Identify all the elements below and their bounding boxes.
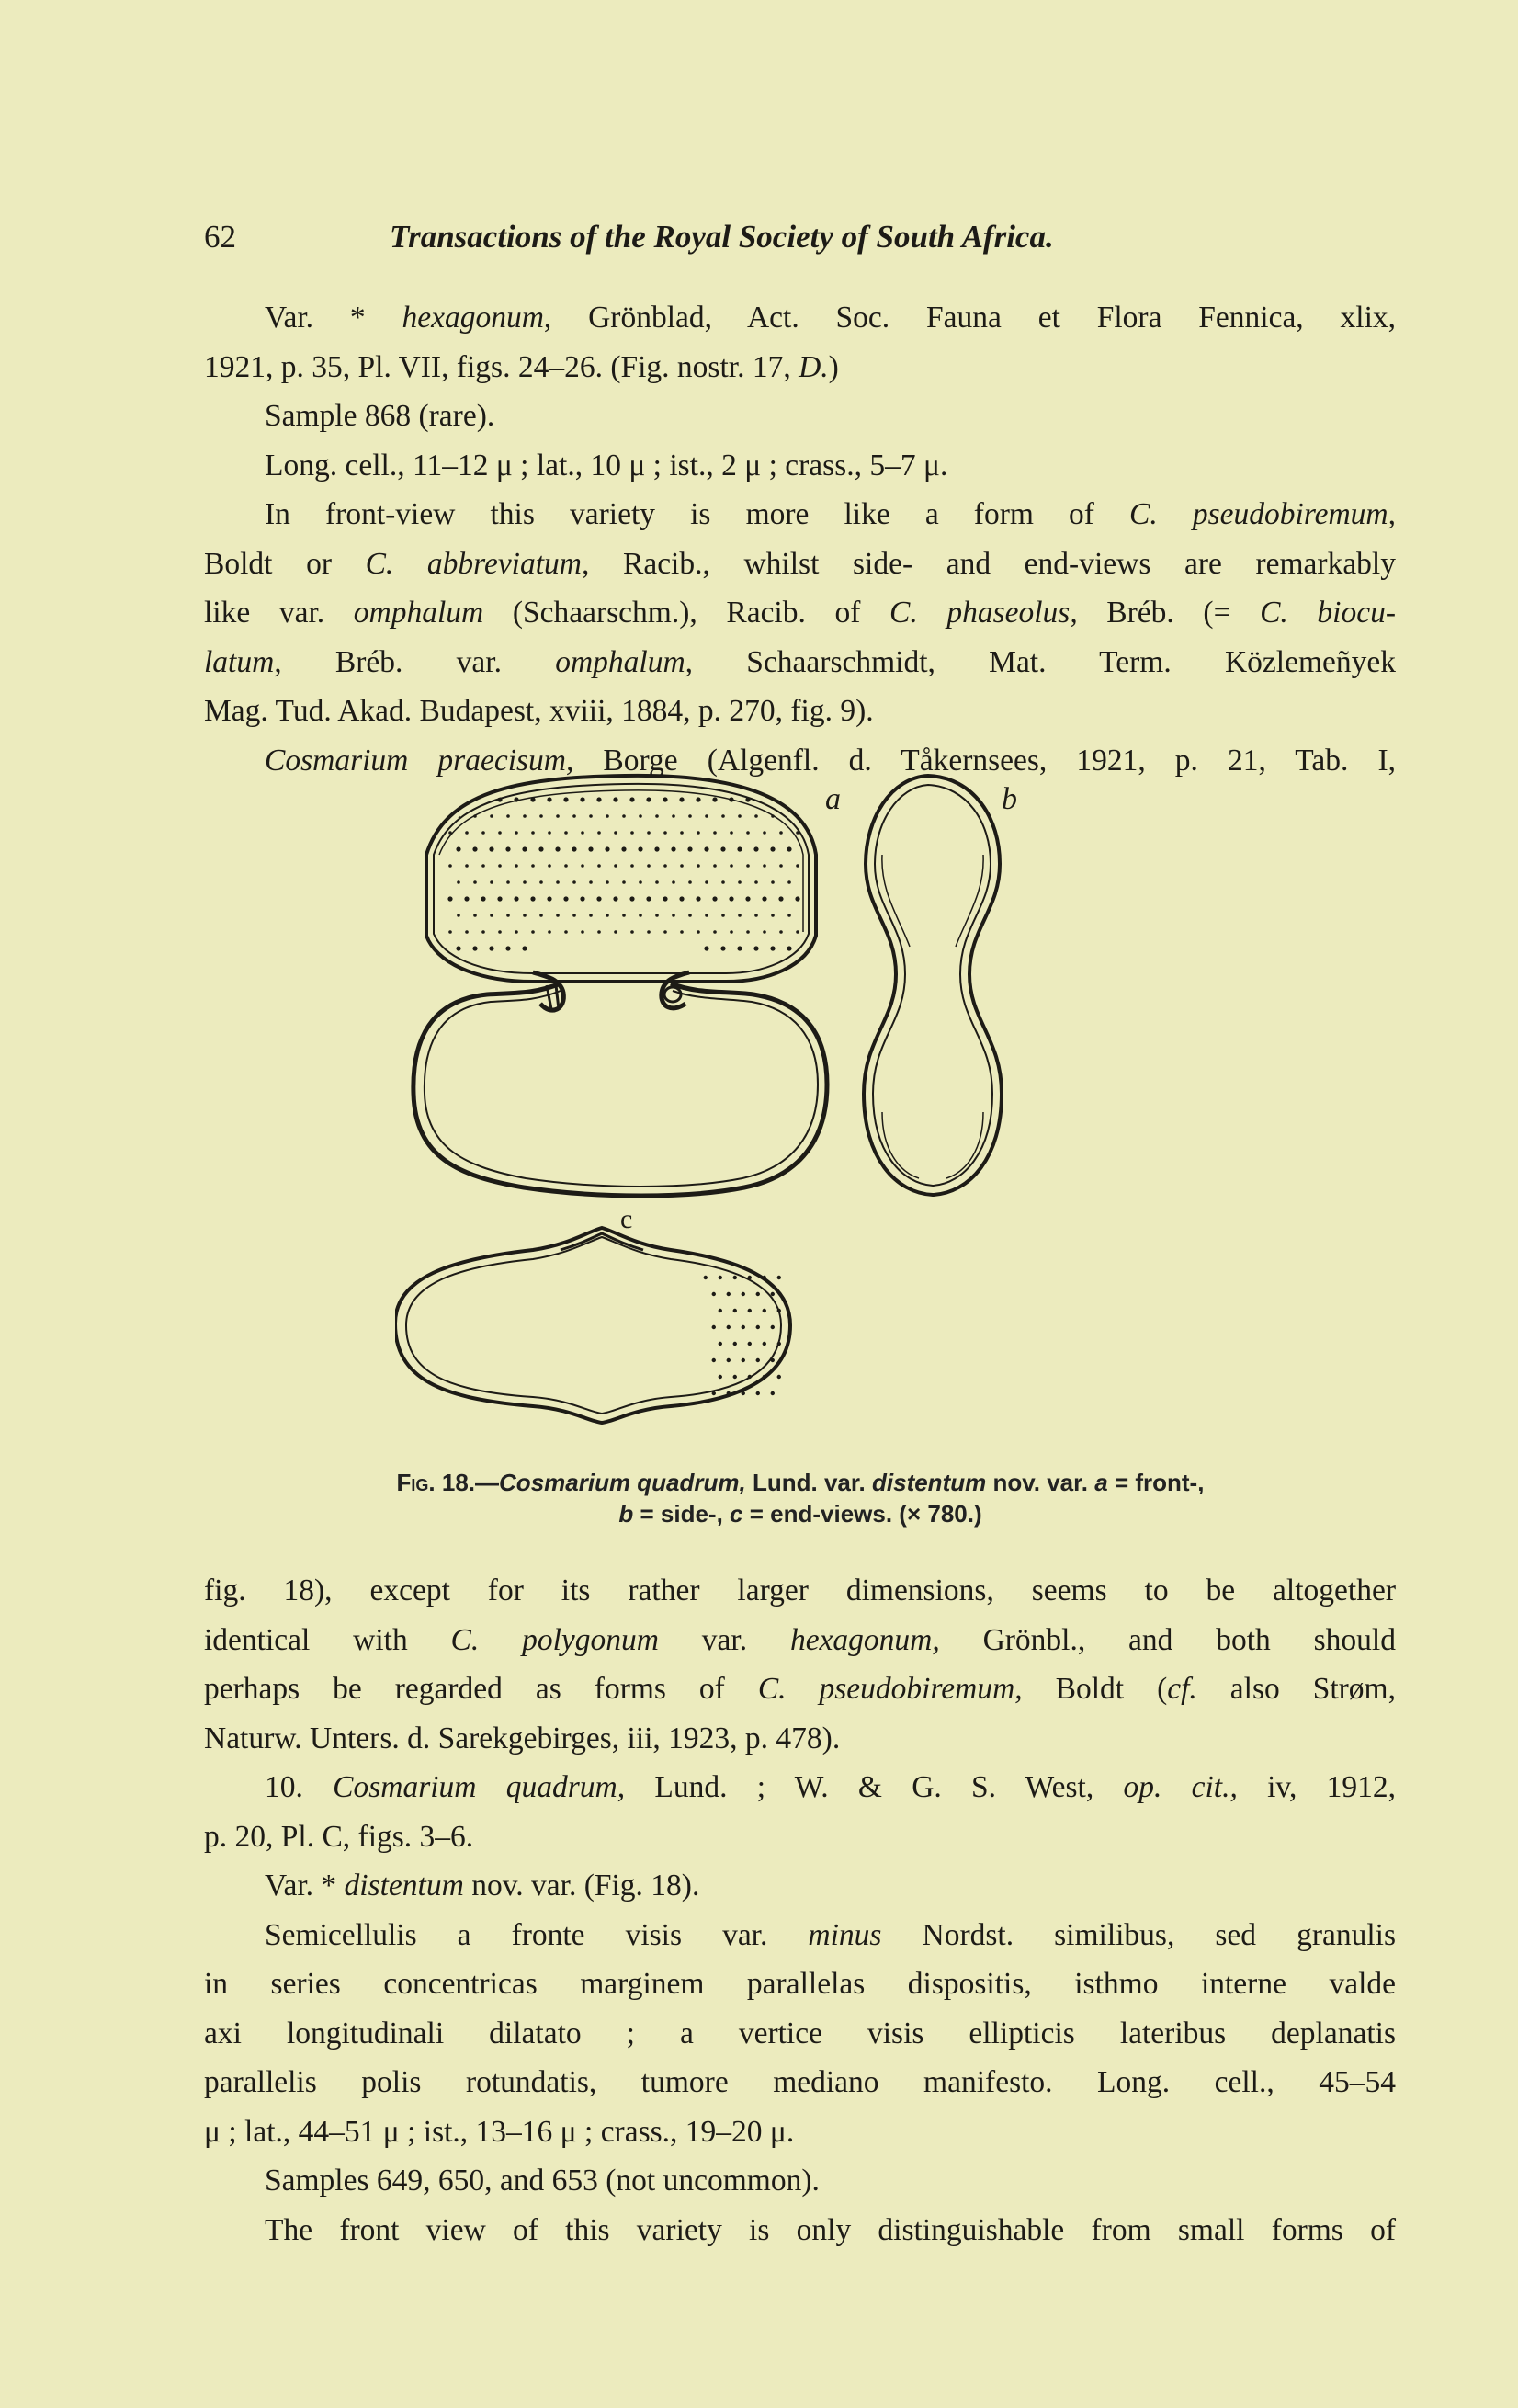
granule-dot xyxy=(581,930,584,934)
granule-dot xyxy=(647,864,651,868)
granule-dot xyxy=(663,797,667,801)
granule-dot xyxy=(721,880,725,884)
granule-dot xyxy=(473,914,477,917)
granule-dot xyxy=(497,896,502,901)
granule-dot xyxy=(597,831,601,835)
granule-dot xyxy=(655,914,659,917)
granule-dot xyxy=(506,914,510,917)
granule-dot xyxy=(712,896,717,901)
granule-dot xyxy=(733,1309,737,1312)
granule-dot xyxy=(630,831,634,835)
granule-dot xyxy=(448,930,452,934)
granule-dot xyxy=(777,1309,781,1312)
granule-dot xyxy=(564,831,568,835)
granule-dot xyxy=(498,864,502,868)
granule-dot xyxy=(647,831,651,835)
paragraph-line: like var. omphalum (Schaarschm.), Racib. of C. phaseolus, Bréb. (= C. biocu- xyxy=(204,596,1396,630)
granule-dot xyxy=(745,797,750,801)
granule-dot xyxy=(572,880,576,884)
paragraph-line: Boldt or C. abbreviatum, Racib., whilst side- and end-views are remarkably xyxy=(204,546,1396,581)
granule-dot xyxy=(489,846,493,851)
figure-label-b: b xyxy=(1002,782,1017,816)
granule-dot xyxy=(473,814,477,818)
granule-dot xyxy=(771,1391,775,1395)
granule-dot xyxy=(680,864,684,868)
granule-dot xyxy=(622,814,626,818)
granule-dot xyxy=(745,896,750,901)
paragraph-line: μ ; lat., 44–51 μ ; ist., 13–16 μ ; crass., 19–20 μ. xyxy=(204,2114,795,2149)
caption-line-1: Fig. 18.—Cosmarium quadrum, Lund. var. distentum nov. var. a = front-, xyxy=(396,1469,1205,1496)
granule-dot xyxy=(770,846,775,851)
granule-dot xyxy=(696,797,700,801)
granule-dot xyxy=(589,880,593,884)
paragraph-line: latum, Bréb. var. omphalum, Schaarschmidt, Mat. Term. Közlemeñyek xyxy=(204,644,1396,679)
granule-dot xyxy=(655,880,659,884)
granule-dot xyxy=(746,864,750,868)
paragraph-line: identical with C. polygonum var. hexagonum, Grönbl., and both should xyxy=(204,1622,1396,1657)
granule-dot xyxy=(719,1375,722,1379)
granule-dot xyxy=(622,880,626,884)
granule-dot xyxy=(630,930,634,934)
granule-dot xyxy=(596,797,601,801)
granule-dot xyxy=(688,880,692,884)
granule-dot xyxy=(621,846,626,851)
granule-dot xyxy=(720,846,725,851)
granule-dot xyxy=(738,914,742,917)
granule-dot xyxy=(548,831,551,835)
granule-dot xyxy=(730,930,733,934)
granule-dot xyxy=(539,814,543,818)
paragraph-line: fig. 18), except for its rather larger dimensions, seems to be altogether xyxy=(204,1573,1396,1607)
granule-dot xyxy=(771,914,775,917)
granule-dot xyxy=(530,797,535,801)
granule-dot xyxy=(771,1292,775,1296)
granule-dot xyxy=(464,896,469,901)
granule-dot xyxy=(606,914,609,917)
granule-dot xyxy=(704,846,708,851)
granule-dot xyxy=(779,930,783,934)
granule-dot xyxy=(704,946,708,950)
granule-dot xyxy=(555,846,560,851)
granule-dot xyxy=(498,930,502,934)
granule-dot xyxy=(753,946,758,950)
granule-dot xyxy=(663,896,667,901)
granule-dot xyxy=(456,846,460,851)
granule-dot xyxy=(473,880,477,884)
granule-dot xyxy=(639,880,642,884)
granule-dot xyxy=(712,1391,716,1395)
granule-dot xyxy=(697,831,700,835)
granule-dot xyxy=(737,846,742,851)
granule-dot xyxy=(713,864,717,868)
running-title: Transactions of the Royal Society of South Africa. xyxy=(390,219,1054,255)
granule-dot xyxy=(614,831,617,835)
granule-dot xyxy=(465,930,469,934)
granule-dot xyxy=(771,814,775,818)
granule-dot xyxy=(763,1375,766,1379)
paragraph-line: In front-view this variety is more like a form of C. pseudobiremum, xyxy=(265,497,1397,531)
granule-dot xyxy=(457,814,460,818)
granule-dot xyxy=(572,846,576,851)
granule-dot xyxy=(481,864,485,868)
paragraph-line: Mag. Tud. Akad. Budapest, xviii, 1884, p. 270, fig. 9). xyxy=(204,694,874,728)
granule-dot xyxy=(498,831,502,835)
granule-dot xyxy=(742,1325,745,1329)
granule-dot xyxy=(733,1375,737,1379)
granule-dot xyxy=(447,797,452,801)
granule-dot xyxy=(756,1358,760,1362)
granule-dot xyxy=(515,831,518,835)
paragraph-line: The front view of this variety is only distinguishable from small forms of xyxy=(265,2212,1396,2247)
granule-dot xyxy=(748,1309,752,1312)
granule-dot xyxy=(727,1292,731,1296)
granule-dot xyxy=(472,846,477,851)
granule-dot xyxy=(490,914,493,917)
granule-dot xyxy=(737,946,742,950)
granule-dot xyxy=(588,846,593,851)
bottom-text-block xyxy=(204,1566,1396,2255)
side-view xyxy=(864,776,1002,1195)
granule-dot xyxy=(572,814,576,818)
granule-dot xyxy=(614,930,617,934)
granule-dot xyxy=(456,946,460,950)
granule-dot xyxy=(742,1391,745,1395)
granule-dot xyxy=(705,880,708,884)
granule-dot xyxy=(754,814,758,818)
granule-dot xyxy=(563,896,568,901)
granule-dot xyxy=(505,846,510,851)
granule-dot xyxy=(646,797,651,801)
granule-dot xyxy=(771,880,775,884)
granule-dot xyxy=(622,914,626,917)
granule-dot xyxy=(787,880,791,884)
granule-dot xyxy=(481,896,485,901)
granule-dot xyxy=(671,846,675,851)
granule-dot xyxy=(705,914,708,917)
granule-dot xyxy=(556,914,560,917)
granule-dot xyxy=(654,846,659,851)
granule-dot xyxy=(756,1391,760,1395)
granule-dot xyxy=(531,864,535,868)
granule-dot xyxy=(522,946,527,950)
granule-dot xyxy=(515,930,518,934)
granule-dot xyxy=(787,846,791,851)
granule-dot xyxy=(763,864,766,868)
granule-dot xyxy=(705,814,708,818)
granule-dot xyxy=(719,1276,722,1279)
granule-dot xyxy=(771,1325,775,1329)
granule-dot xyxy=(748,1342,752,1346)
granule-dot xyxy=(729,797,733,801)
granule-dot xyxy=(712,1325,716,1329)
granule-dot xyxy=(763,1276,766,1279)
granule-dot xyxy=(754,880,758,884)
granule-dot xyxy=(572,914,576,917)
granule-dot xyxy=(719,1309,722,1312)
granule-dot xyxy=(795,896,799,901)
granule-dot xyxy=(697,864,700,868)
granule-dot xyxy=(639,914,642,917)
granule-dot xyxy=(742,1292,745,1296)
granule-dot xyxy=(490,814,493,818)
granule-dot xyxy=(796,831,799,835)
granule-dot xyxy=(729,896,733,901)
granule-dot xyxy=(720,946,725,950)
granule-dot xyxy=(748,1276,752,1279)
paragraph-line: Var. * distentum nov. var. (Fig. 18). xyxy=(265,1868,700,1903)
granule-dot xyxy=(746,831,750,835)
granule-dot xyxy=(606,814,609,818)
granule-dot xyxy=(563,797,568,801)
granule-dot xyxy=(523,814,527,818)
granule-dot xyxy=(514,896,518,901)
granule-dot xyxy=(721,814,725,818)
granule-dot xyxy=(506,880,510,884)
granule-dot xyxy=(581,864,584,868)
granule-dot xyxy=(680,831,684,835)
granule-dot xyxy=(589,914,593,917)
figure-drawing xyxy=(395,763,1057,1461)
granule-dot xyxy=(704,1276,708,1279)
granule-dot xyxy=(779,864,783,868)
granule-dot xyxy=(733,1342,737,1346)
granule-dot xyxy=(770,946,775,950)
paragraph-line: Naturw. Unters. d. Sarekgebirges, iii, 1923, p. 478). xyxy=(204,1721,841,1755)
granule-dot xyxy=(515,864,518,868)
granule-dot xyxy=(679,797,684,801)
granule-dot xyxy=(763,831,766,835)
granule-dot xyxy=(697,930,700,934)
granule-dot xyxy=(712,1292,716,1296)
granule-dot xyxy=(721,914,725,917)
granule-dot xyxy=(581,831,584,835)
granule-dot xyxy=(465,831,469,835)
figure-label-a: a xyxy=(825,782,841,816)
granule-dot xyxy=(564,864,568,868)
granule-dot xyxy=(719,1342,722,1346)
granule-dot xyxy=(742,1358,745,1362)
granule-dot xyxy=(539,880,543,884)
granule-dot xyxy=(763,1342,766,1346)
granule-dot xyxy=(746,930,750,934)
granule-dot xyxy=(777,1375,781,1379)
granule-dot xyxy=(457,880,460,884)
granule-dot xyxy=(522,846,527,851)
granule-dot xyxy=(727,1391,731,1395)
granule-dot xyxy=(548,930,551,934)
granule-dot xyxy=(672,814,675,818)
granule-dot xyxy=(754,914,758,917)
granule-dot xyxy=(762,896,766,901)
granule-dot xyxy=(556,880,560,884)
granule-dot xyxy=(531,930,535,934)
granule-dot xyxy=(672,914,675,917)
granule-dot xyxy=(777,1276,781,1279)
granule-dot xyxy=(647,930,651,934)
granule-dot xyxy=(613,896,617,901)
granule-dot xyxy=(738,814,742,818)
paragraph-line: Cosmarium praecisum, Borge (Algenfl. d. Tåkernsees, 1921, p. 21, Tab. I, xyxy=(265,743,1396,778)
granule-dot xyxy=(713,831,717,835)
granule-dot xyxy=(596,896,601,901)
granule-dot xyxy=(629,797,634,801)
caption-line-2: b = side-, c = end-views. (× 780.) xyxy=(618,1500,982,1528)
granule-dot xyxy=(481,831,485,835)
granule-dot xyxy=(777,1342,781,1346)
granule-dot xyxy=(523,914,527,917)
granule-dot xyxy=(548,864,551,868)
granule-dot xyxy=(763,930,766,934)
granule-dot xyxy=(688,814,692,818)
paragraph-line: Long. cell., 11–12 μ ; lat., 10 μ ; ist., 2 μ ; crass., 5–7 μ. xyxy=(265,448,948,483)
granule-dot xyxy=(787,814,791,818)
granule-dot xyxy=(448,864,452,868)
granule-dot xyxy=(580,797,584,801)
granule-dot xyxy=(597,930,601,934)
granule-dot xyxy=(490,880,493,884)
granule-dot xyxy=(547,797,551,801)
granule-dot xyxy=(795,797,799,801)
granule-dot xyxy=(481,930,485,934)
granule-dot xyxy=(547,896,551,901)
granule-dot xyxy=(646,896,651,901)
paragraph-line: parallelis polis rotundatis, tumore mediano manifesto. Long. cell., 45–54 xyxy=(204,2065,1396,2099)
granule-dot xyxy=(796,930,799,934)
granule-dot xyxy=(639,814,642,818)
granule-dot xyxy=(465,864,469,868)
paragraph-line: Semicellulis a fronte visis var. minus Nordst. similibus, sed granulis xyxy=(265,1917,1397,1952)
granule-dot xyxy=(738,880,742,884)
granule-dot xyxy=(787,946,791,950)
paragraph-line: 10. Cosmarium quadrum, Lund. ; W. & G. S. West, op. cit., iv, 1912, xyxy=(265,1770,1397,1804)
granule-dot xyxy=(448,831,452,835)
granule-dot xyxy=(447,896,452,901)
granule-dot xyxy=(762,797,766,801)
paragraph-line: 1921, p. 35, Pl. VII, figs. 24–26. (Fig. nostr. 17, D.) xyxy=(204,349,839,384)
granule-dot xyxy=(613,797,617,801)
granule-dot xyxy=(679,896,684,901)
paragraph-line: in series concentricas marginem parallelas dispositis, isthmo interne valde xyxy=(204,1967,1396,2001)
granule-dot xyxy=(605,846,609,851)
granule-dot xyxy=(779,831,783,835)
granule-dot xyxy=(688,914,692,917)
granule-dot xyxy=(539,914,543,917)
granule-dot xyxy=(778,896,783,901)
granule-dot xyxy=(614,864,617,868)
granule-dot xyxy=(771,1358,775,1362)
granule-dot xyxy=(727,1325,731,1329)
granule-dot xyxy=(457,914,460,917)
granule-dot xyxy=(713,930,717,934)
granule-dot xyxy=(796,864,799,868)
paragraph-line: perhaps be regarded as forms of C. pseudobiremum, Boldt (cf. also Strøm, xyxy=(204,1672,1396,1706)
granule-dot xyxy=(687,846,692,851)
paragraph-line: p. 20, Pl. C, figs. 3–6. xyxy=(204,1819,474,1854)
granule-dot xyxy=(556,814,560,818)
granule-dot xyxy=(663,831,667,835)
granule-dot xyxy=(748,1375,752,1379)
granule-dot xyxy=(712,797,717,801)
top-text-block xyxy=(204,293,1396,785)
figure-caption xyxy=(268,1467,1332,1529)
paragraph-line: Sample 868 (rare). xyxy=(265,399,495,433)
granule-dot xyxy=(756,1325,760,1329)
granule-dot xyxy=(489,946,493,950)
granule-dot xyxy=(763,1309,766,1312)
figure-label-c: c xyxy=(620,1204,633,1234)
granule-dot xyxy=(727,1358,731,1362)
granule-dot xyxy=(672,880,675,884)
granule-dot xyxy=(753,846,758,851)
granule-dot xyxy=(696,896,700,901)
granule-dot xyxy=(506,814,510,818)
granule-dot xyxy=(530,896,535,901)
granule-dot xyxy=(629,896,634,901)
granule-dot xyxy=(597,864,601,868)
granule-dot xyxy=(630,864,634,868)
granule-dot xyxy=(787,914,791,917)
granule-dot xyxy=(523,880,527,884)
granule-dot xyxy=(733,1276,737,1279)
granule-dot xyxy=(663,864,667,868)
paragraph-line: axi longitudinali dilatato ; a vertice visis ellipticis lateribus deplanatis xyxy=(204,2016,1396,2050)
granule-dot xyxy=(497,797,502,801)
front-view xyxy=(413,776,827,1196)
granule-dot xyxy=(564,930,568,934)
granule-dot xyxy=(606,880,609,884)
running-header xyxy=(204,219,1394,265)
granule-dot xyxy=(730,864,733,868)
granule-dot xyxy=(538,846,543,851)
paragraph-line: Var. * hexagonum, Grönblad, Act. Soc. Fauna et Flora Fennica, xlix, xyxy=(265,301,1397,335)
page-number: 62 xyxy=(204,219,236,255)
granule-dot xyxy=(531,831,535,835)
granule-dot xyxy=(680,930,684,934)
granule-dot xyxy=(655,814,659,818)
figure-18 xyxy=(395,763,1057,1461)
granule-dot xyxy=(589,814,593,818)
granule-dot xyxy=(514,797,518,801)
granule-dot xyxy=(505,946,510,950)
paragraph-line: Samples 649, 650, and 653 (not uncommon). xyxy=(265,2164,820,2198)
granule-dot xyxy=(712,1358,716,1362)
granule-dot xyxy=(580,896,584,901)
granule-dot xyxy=(472,946,477,950)
granule-dot xyxy=(730,831,733,835)
end-view xyxy=(395,1228,790,1423)
granule-dot xyxy=(638,846,642,851)
granule-dot xyxy=(663,930,667,934)
granule-dot xyxy=(756,1292,760,1296)
